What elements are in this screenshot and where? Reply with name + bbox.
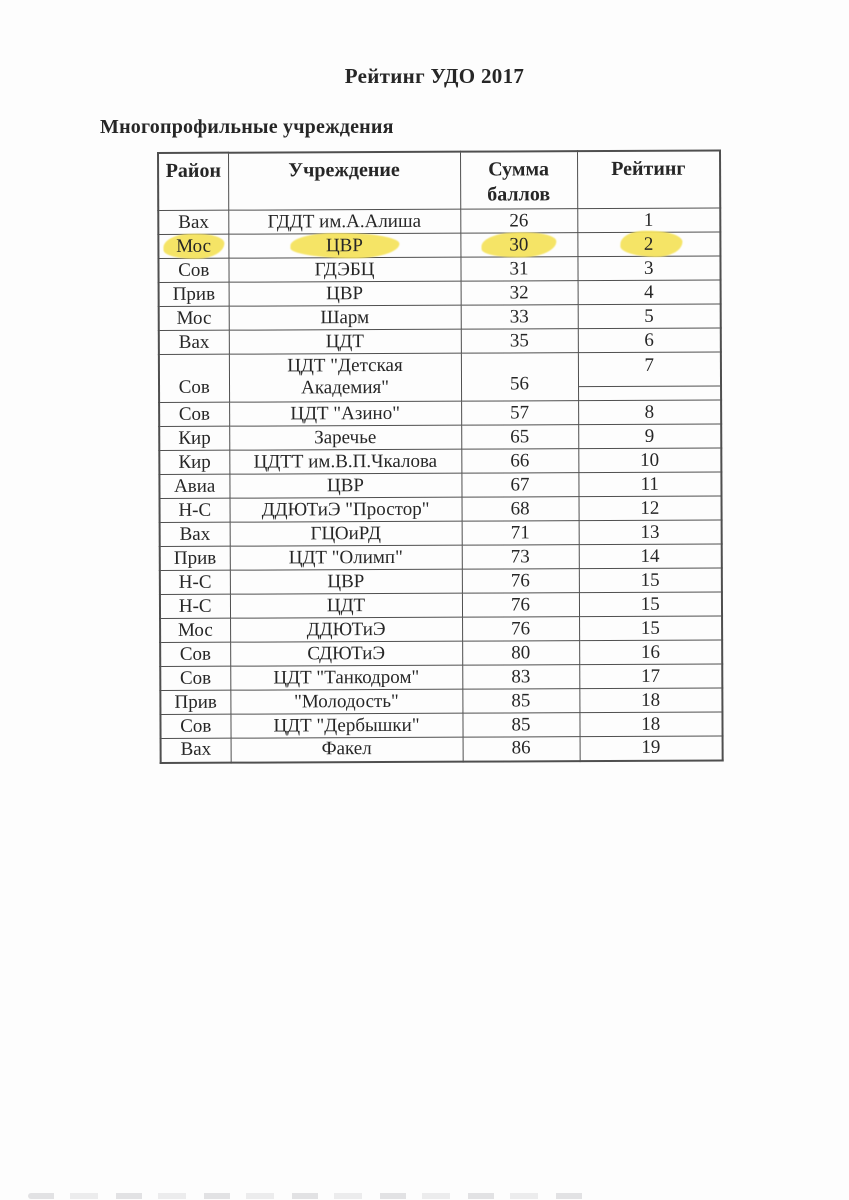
cell-score: 73 [462, 545, 579, 570]
cell-district: Вах [160, 522, 230, 546]
cell-rating: 18 [579, 688, 722, 713]
rating-sub-cell: 7 [578, 353, 720, 388]
cell-score: 65 [461, 425, 578, 450]
column-header-rating: Рейтинг [577, 151, 720, 209]
cell-institution: ЦВР [229, 281, 461, 306]
highlight-mark: Мос [172, 235, 215, 257]
table-row [159, 352, 721, 402]
table-row [159, 400, 721, 426]
cell-institution: ДДЮТиЭ [230, 617, 462, 642]
cell-score: 33 [461, 305, 578, 330]
cell-score: 57 [461, 401, 578, 426]
cell-institution: ЦДТ [229, 329, 461, 354]
table-row [160, 688, 722, 714]
highlight-mark: 2 [640, 233, 658, 255]
table-row [160, 568, 722, 594]
rating-table [157, 150, 724, 764]
highlight-mark: 30 [505, 234, 532, 256]
cell-rating: 10 [578, 448, 721, 473]
cell-institution: ЦДТ "Азино" [229, 401, 461, 426]
cell-institution: ГДЭБЦ [228, 257, 460, 282]
cell-district: Прив [160, 690, 230, 714]
cell-score: 80 [462, 641, 579, 666]
cell-score: 76 [462, 593, 579, 618]
cell-district: Прив [159, 282, 229, 306]
cell-score [460, 233, 577, 258]
cell-district: Мос [159, 306, 229, 330]
cell-district: Авиа [159, 474, 229, 498]
cell-rating: 11 [578, 472, 721, 497]
cell-district: Сов [158, 258, 228, 282]
cell-district [158, 234, 228, 258]
cell-district: Кир [159, 426, 229, 450]
cell-district: Н-С [160, 570, 230, 594]
table-row [160, 544, 722, 570]
cell-institution: СДЮТиЭ [230, 641, 462, 666]
table-row [160, 592, 722, 618]
cell-district: Вах [158, 210, 228, 234]
cell-score: 71 [462, 521, 579, 546]
table-row [160, 664, 722, 690]
cell-institution: ГДДТ им.А.Алиша [228, 209, 460, 234]
table-header-row [158, 151, 720, 211]
cell-rating: 17 [579, 664, 722, 689]
cell-rating: 5 [578, 304, 721, 329]
cell-district: Мос [160, 618, 230, 642]
scan-artifact-bottom-edge [28, 1193, 593, 1199]
cell-district: Н-С [160, 498, 230, 522]
cell-institution: ЦДТ "Танкодром" [230, 665, 462, 690]
cell-rating: 6 [578, 328, 721, 353]
cell-score: 35 [461, 329, 578, 354]
section-heading: Многопрофильные учреждения [100, 116, 394, 138]
cell-district: Н-С [160, 594, 230, 618]
cell-institution: "Молодость" [230, 689, 462, 714]
table-row [158, 256, 720, 282]
table-row [160, 616, 722, 642]
cell-rating: 3 [577, 256, 720, 281]
column-header-district: Район [158, 153, 228, 211]
cell-district: Прив [160, 546, 230, 570]
cell-score: 26 [460, 209, 577, 234]
cell-rating: 16 [579, 640, 722, 665]
cell-rating: 15 [579, 592, 722, 617]
cell-score: 85 [462, 713, 579, 738]
cell-score: 76 [462, 569, 579, 594]
cell-score: 31 [460, 257, 577, 282]
cell-institution: ЦВР [229, 473, 461, 498]
cell-district: Сов [160, 714, 230, 738]
cell-score: 76 [462, 617, 579, 642]
cell-institution: ЦДТ "Олимп" [230, 545, 462, 570]
cell-score: 56 [461, 353, 578, 402]
cell-rating: 1 [577, 208, 720, 233]
cell-institution: Заречье [229, 425, 461, 450]
table-row [159, 280, 721, 306]
table-row [159, 448, 721, 474]
cell-district: Сов [160, 666, 230, 690]
cell-rating [577, 232, 720, 257]
cell-rating: 12 [579, 496, 722, 521]
cell-institution: ДДЮТиЭ "Простор" [230, 497, 462, 522]
cell-institution: Шарм [229, 305, 461, 330]
cell-district: Вах [161, 738, 231, 762]
cell-score: 68 [462, 497, 579, 522]
cell-institution: ЦВР [230, 569, 462, 594]
table-row [159, 328, 721, 354]
cell-rating: 4 [578, 280, 721, 305]
table-row [160, 640, 722, 666]
cell-rating: 13 [579, 520, 722, 545]
cell-district: Сов [160, 642, 230, 666]
cell-rating [578, 352, 721, 401]
cell-rating: 15 [579, 568, 722, 593]
cell-district: Вах [159, 330, 229, 354]
cell-score: 32 [461, 281, 578, 306]
cell-rating: 8 [578, 400, 721, 425]
table-row [160, 520, 722, 546]
column-header-institution: Учреждение [228, 152, 460, 211]
cell-district: Сов [159, 354, 229, 402]
column-header-score: Сумма баллов [460, 151, 577, 209]
table-row [159, 304, 721, 330]
cell-score: 83 [462, 665, 579, 690]
table-row [158, 232, 720, 258]
cell-rating: 15 [579, 616, 722, 641]
cell-institution [228, 233, 460, 258]
cell-score: 86 [463, 737, 580, 762]
table-row [160, 496, 722, 522]
cell-score: 67 [461, 473, 578, 498]
highlight-mark: ЦВР [322, 235, 367, 257]
cell-institution: ЦДТ [230, 593, 462, 618]
cell-institution: ГЦОиРД [230, 521, 462, 546]
table-row [159, 472, 721, 498]
cell-score: 66 [461, 449, 578, 474]
cell-rating: 14 [579, 544, 722, 569]
cell-institution: ЦДТ "Дербышки" [230, 713, 462, 738]
cell-district: Сов [159, 402, 229, 426]
cell-district: Кир [159, 450, 229, 474]
cell-institution: ЦДТТ им.В.П.Чкалова [229, 449, 461, 474]
cell-institution: Факел [231, 737, 463, 762]
cell-institution: ЦДТ "Детская Академия" [229, 353, 461, 402]
page-title: Рейтинг УДО 2017 [344, 64, 525, 88]
table-row [161, 736, 723, 762]
cell-rating: 9 [578, 424, 721, 449]
table-row [160, 712, 722, 738]
cell-score: 85 [462, 689, 579, 714]
cell-rating: 18 [579, 712, 722, 737]
table-row [159, 424, 721, 450]
cell-rating: 19 [580, 736, 723, 761]
